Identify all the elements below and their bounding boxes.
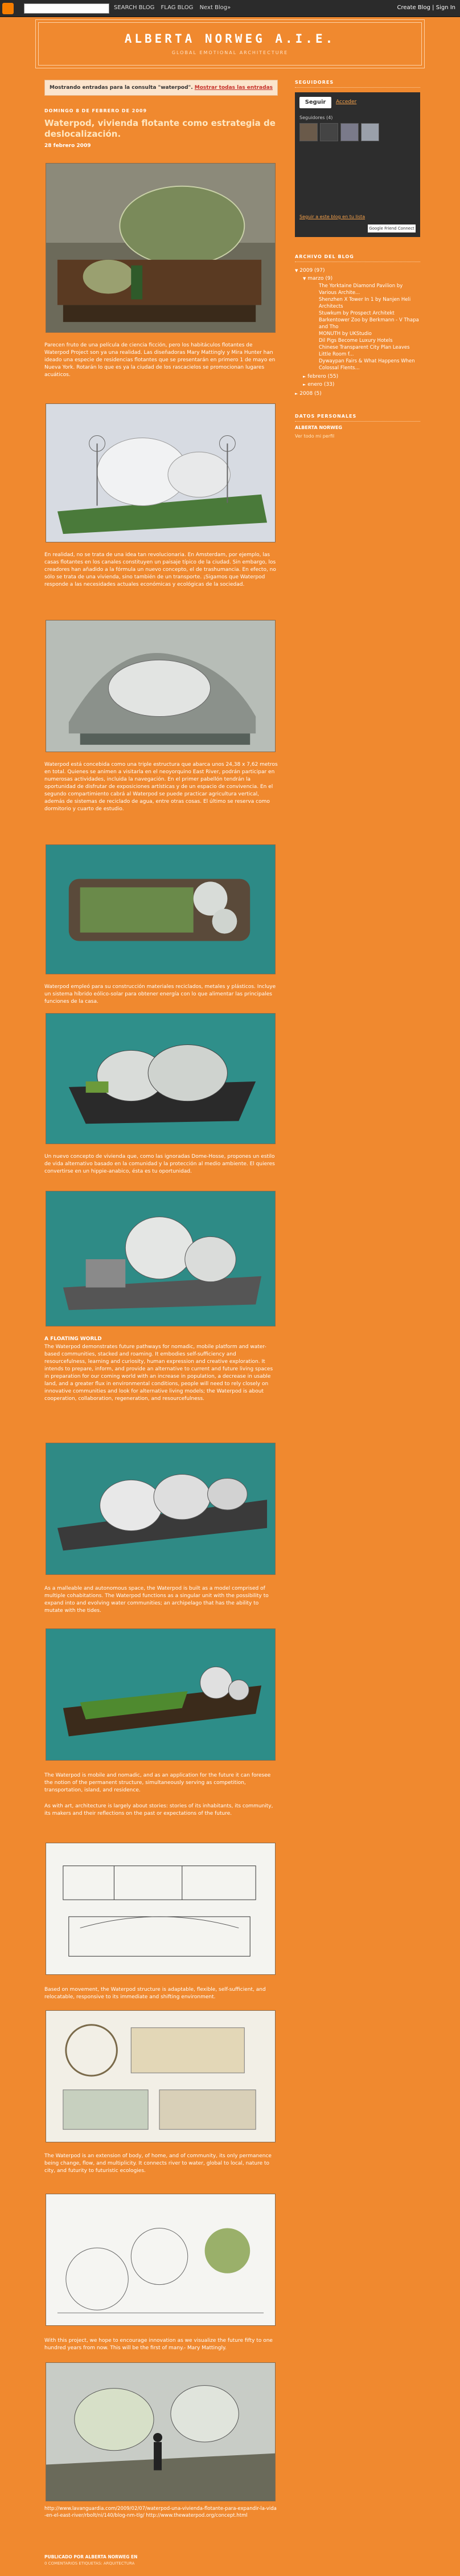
archive-year-count: (97)	[314, 268, 325, 273]
follower-avatar[interactable]	[299, 123, 318, 141]
triangle-right-icon[interactable]: ►	[295, 391, 298, 396]
follower-avatar[interactable]	[320, 123, 338, 141]
archive-post-link[interactable]: Dywaypan Fairs & What Happens When Colossal Flents...	[319, 358, 415, 371]
triangle-down-icon[interactable]: ▼	[295, 268, 298, 273]
waterpod-image-1	[46, 163, 276, 333]
search-blog-link[interactable]: SEARCH BLOG	[114, 5, 155, 11]
waterpod-image-11	[46, 2194, 276, 2326]
post-paragraph-2: En realidad, no se trata de una idea tan revolucionaria. En Amsterdam, por ejemplo, las casas flotantes en los canales constituyen un paisaje típico de la ciudad. Sin embargo, los creadores han añadido a la fórmula un nuevo concepto, el de trashumancia. En efecto, no sólo se trata de una vivienda, sino también de un transporte. ¡Sigamos que Waterpod responde a las necesidades actuales económicas y ecológicas de la sociedad.	[44, 552, 276, 587]
waterpod-image-2	[46, 403, 276, 542]
blog-description: GLOBAL EMOTIONAL ARCHITECTURE	[171, 50, 289, 55]
create-signin-links[interactable]: Create Blog | Sign In	[397, 5, 455, 11]
archive-post-link[interactable]: The Yorktaine Diamond Pavilion by Various Archite...	[319, 283, 403, 296]
waterpod-image-8	[46, 1628, 276, 1761]
followers-count: Seguidores (4)	[299, 115, 333, 120]
post-paragraph-5: Un nuevo concepto de vivienda que, como las ignoradas Dome-Hosse, propones un estilo de vida alternativo basado en la comunidad y la protección al medio ambiente. El quieres convertirse en un hippie-anabico, ésta es tu oportunidad.	[44, 1154, 275, 1174]
follow-blog-link[interactable]: Seguir a este blog en tu lista	[299, 214, 365, 219]
show-all-posts-link[interactable]: Mostrar todas las entradas	[194, 85, 273, 91]
archive-month-label[interactable]: enero	[307, 382, 323, 387]
follower-avatar[interactable]	[361, 123, 379, 141]
post-paragraph-8: As a malleable and autonomous space, the Waterpod is built as a model comprised of multiple cohabitations. The Waterpod functions as a singular unit with the possibility to expand into and evolving water communities; an archipelago that has the ability to mutate with the tides.	[44, 1586, 269, 1614]
follow-button[interactable]: Seguir	[299, 97, 331, 108]
waterpod-image-9	[46, 1843, 276, 1975]
post-source-links[interactable]: http://www.lavanguardia.com/2009/02/07/waterpod-una-vivienda-flotante-para-expandir-la-vida-en-el-east-river/rbolt/ni/140/blog-nm-tlg/ http://www.thewaterpod.org/concept.html	[44, 2506, 277, 2518]
archive-month-count: (55)	[327, 374, 339, 379]
sidebar	[295, 80, 420, 439]
archive-month-3[interactable]	[303, 381, 420, 389]
archive-post-link[interactable]: MONUTH by UKStudio	[319, 331, 372, 337]
archive-post-link[interactable]: Shenzhen X Tower In 1 by Nanjen Heli Architects	[319, 297, 411, 309]
flag-blog-link[interactable]: FLAG BLOG	[161, 5, 194, 11]
status-text: Mostrando entradas para la consulta "waterpod".	[50, 85, 193, 91]
post-paragraph-13: With this project, we hope to encourage innovation as we visualize the future fifty to one hundred years from now. This will be the first of many.- Mary Mattingly.	[44, 2338, 273, 2351]
archive-month-label[interactable]: febrero	[307, 374, 326, 379]
archive-year-2008[interactable]	[295, 390, 420, 398]
triangle-down-icon[interactable]: ▼	[303, 276, 306, 281]
waterpod-image-6	[46, 1191, 276, 1326]
archive-post-link[interactable]: Stuwkum by Prospect Architekt	[319, 311, 395, 316]
follow-signin-link[interactable]: Acceder	[336, 99, 357, 105]
archive-year-count: (5)	[314, 391, 322, 397]
post-date-header: DOMINGO 8 DE FEBRERO DE 2009	[44, 108, 147, 113]
post-paragraph-4: Waterpod empleó para su construcción materiales reciclados, metales y plásticos. Incluye un sistema híbrido eólico-solar para obtener energía con lo que alimentar las principales funciones de la casa.	[44, 984, 276, 1005]
post-paragraph-12: The Waterpod is an extension of body, of home, and of community, its only permanence being change, flow, and multiplicity. It connects river to water, global to local, nature to city, and futurity to futuristic ecologies.	[44, 2153, 272, 2174]
navbar-search-input[interactable]	[24, 3, 109, 14]
blogger-logo-icon[interactable]	[2, 3, 14, 14]
post-paragraph-1: Parecen fruto de una película de ciencia ficción, pero los habitáculos flotantes de Waterpod Project son ya una realidad. Las diseñadoras Mary Mattingly y Mira Hunter han ideado una especie de residencias flotantes que se presentarán en primero 1 de mayo en Nueva York. Rotarán lo que es ya la ciudad de los rascacielos se promocionan lugares acuáticos.	[44, 342, 276, 378]
waterpod-image-5	[46, 1013, 276, 1144]
archive-post-link[interactable]: Barkentower Zoo by Berkmann - V Thapa and Tho	[319, 317, 419, 330]
personal-info	[295, 414, 420, 439]
archive-year-label[interactable]: 2009	[299, 268, 313, 273]
google-friend-connect-logo: Google Friend Connect	[368, 224, 416, 232]
waterpod-image-10	[46, 2010, 276, 2142]
main-column	[44, 80, 278, 149]
post-meta-comments[interactable]: 0 COMENTARIOS ETIQUETAS: ARQUITECTURA	[44, 2561, 135, 2566]
followers-widget	[295, 92, 420, 237]
post-subdate: 28 febrero 2009	[44, 143, 91, 149]
triangle-right-icon[interactable]: ►	[303, 382, 306, 387]
post-paragraph-11: Based on movement, the Waterpod structure is adaptable, flexible, self-sufficient, and relocatable, responsive to its immediate and shifting environment.	[44, 1987, 266, 2000]
archive-month-label[interactable]: marzo	[307, 276, 324, 281]
archive-year-label[interactable]: 2008	[299, 391, 313, 397]
post-paragraph-7: The Waterpod demonstrates future pathways for nomadic, mobile platform and water-based communities, stacked and roaming. It embodies self-sufficiency and resourcefulness, learning and curiosity, human expression and creative exploration. It intends to prepare, inform, and provide an alternative to current and future living spaces in preparation for our coming world with an increase in population, a decrease in usable land, and a greater flux in environmental conditions, people will need to rely closely on innovative communities and look for alternative living models; the Waterpod is about cooperation, collaboration, regeneration, and resourcefulness.	[44, 1344, 273, 1402]
archive-post-link[interactable]: Chinese Transparent City Plan Leaves Little Room f...	[319, 345, 410, 357]
archive-month-count: (33)	[323, 382, 335, 387]
waterpod-image-7	[46, 1443, 276, 1575]
triangle-right-icon[interactable]: ►	[303, 374, 306, 379]
waterpod-image-3	[46, 620, 276, 752]
post-paragraph-3: Waterpod está concebida como una triple estructura que abarca unos 24,38 x 7,62 metros en total. Quienes se animen a visitarla en el neoyorquino East River, podrán participar en numerosas actividades, incluida la navegación. En el primer pabellón tendrán la oportunidad de disfrutar de exposiciones artísticas y de un espacio de convivencia. En el segundo compartimiento cabrá al Waterpod se puede practicar agricultura vertical, además de sistemas de reciclado de agua, entre otras cosas. El último se reserva como dormitorio y cuarto de estudio.	[44, 762, 278, 812]
post-paragraph-10: As with art, architecture is largely about stories: stories of its inhabitants, its community, its makers and their reflections on the past or expectations of the future.	[44, 1803, 273, 1816]
archive-year-2009[interactable]	[295, 267, 420, 275]
navbar-links	[114, 5, 235, 11]
next-blog-link[interactable]: Next Blog»	[199, 5, 231, 11]
archive-heading: ARCHIVO DEL BLOG	[295, 254, 420, 262]
blog-header-inner	[38, 22, 422, 66]
post-paragraph-9: The Waterpod is mobile and nomadic, and as an application for the future it can foresee the notion of the permanent structure, simultaneously serving as competition, transportation, island, and residence.	[44, 1773, 271, 1793]
blog-archive	[295, 254, 420, 398]
blogger-navbar	[0, 0, 460, 17]
author-name[interactable]: ALBERTA NORWEG	[295, 425, 342, 430]
archive-month-current[interactable]	[303, 275, 420, 283]
archive-post-link[interactable]: Dil Pigs Become Luxury Hotels	[319, 338, 393, 344]
blog-title[interactable]: ALBERTA NORWEG A.I.E.	[124, 32, 336, 46]
post-meta-author: PUBLICADO POR ALBERTA NORWEG EN	[44, 2554, 138, 2559]
waterpod-image-12	[46, 2362, 276, 2501]
post-title[interactable]: Waterpod, vivienda flotante como estrategia de deslocalización.	[44, 118, 276, 139]
followers-heading: SEGUIDORES	[295, 80, 420, 88]
post-paragraph-6-heading: A FLOATING WORLD	[44, 1336, 102, 1342]
waterpod-image-4	[46, 844, 276, 974]
archive-month-2[interactable]	[303, 373, 420, 381]
archive-month-count: (9)	[325, 276, 333, 281]
blog-header	[35, 19, 425, 68]
view-profile-link[interactable]: Ver todo mi perfil	[295, 434, 335, 439]
personal-heading: DATOS PERSONALES	[295, 414, 420, 422]
follower-avatar[interactable]	[340, 123, 359, 141]
search-status-message	[44, 80, 278, 96]
